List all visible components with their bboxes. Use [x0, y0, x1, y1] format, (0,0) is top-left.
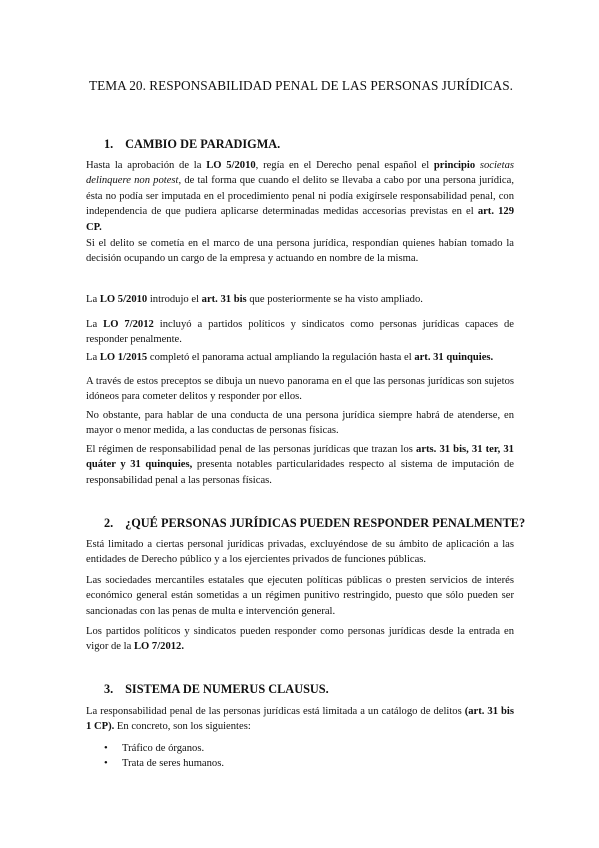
document-title: TEMA 20. RESPONSABILIDAD PENAL DE LAS PERSONAS JURÍDICAS.: [89, 78, 513, 93]
section-title: SISTEMA DE NUMERUS CLAUSUS.: [125, 682, 329, 696]
text-run: El régimen de responsabilidad penal de las personas jurídicas que trazan los: [86, 444, 417, 455]
list-item: • Tráfico de órganos.: [104, 741, 224, 756]
text-run: Hasta la aprobación de la: [86, 160, 207, 171]
paragraph: [86, 624, 514, 655]
section-number: 3.: [104, 682, 114, 696]
law-reference: LO 1/2015: [99, 352, 148, 363]
paragraph: Si el delito se cometía en el marco de una persona jurídica, respondían quienes habían tomado la decisión ocupando un cargo de la empresa y actuando en nombre de la misma.: [86, 238, 514, 265]
article-reference: art. 31 bis: [201, 294, 247, 305]
text-run: La: [86, 294, 100, 305]
text-run: La responsabilidad penal de las personas jurídicas está limitada a un catálogo de delitos: [86, 706, 465, 717]
text-run: , de tal forma que cuando el delito se llevaba a cabo por una persona jurídica, ésta no podía ser imputada en el procedimiento penal ni podía exigírsele responsabilidad penal, con independencia de que pudiera aplicarse determinadas medidas accesorias previstas en el: [86, 175, 514, 218]
text-run: , regía en el Derecho penal español el: [255, 160, 434, 171]
paragraph: A través de estos preceptos se dibuja un nuevo panorama en el que las personas jurídicas son sujetos idóneos para cometer delitos y responder por ellos.: [86, 376, 514, 403]
law-reference: LO 7/2012: [103, 319, 154, 330]
latin-phrase: societas delinquere non potest: [86, 160, 514, 187]
article-reference: art. 129 CP.: [86, 206, 514, 233]
text-run: La: [86, 319, 104, 330]
article-reference: (art. 31 bis 1 CP).: [86, 706, 514, 733]
text-run: que posteriormente se ha visto ampliado.: [246, 294, 423, 305]
law-reference: LO 5/2010: [206, 160, 256, 171]
list-item: • Trata de seres humanos.: [104, 756, 224, 771]
section-number: 2.: [104, 516, 114, 530]
paragraph: [86, 317, 514, 348]
paragraph: Está limitado a ciertas personal jurídicas privadas, excluyéndose de su ámbito de aplicación a las entidades de Derecho público y a los ejercientes privados de funciones públicas.: [86, 539, 514, 566]
text-run: Los partidos políticos y sindicatos pueden responder como personas jurídicas desde la entrada en vigor de la: [86, 626, 514, 653]
paragraph: [86, 350, 514, 365]
section-2-heading: [104, 516, 525, 531]
paragraph: [86, 158, 514, 235]
paragraph: [86, 704, 514, 735]
paragraph: No obstante, para hablar de una conducta de una persona jurídica siempre habrá de atenderse, en mayor o menor medida, a las conductas de personas físicas.: [86, 410, 514, 437]
section-number: 1.: [104, 137, 114, 151]
section-3-heading: [104, 682, 329, 697]
text-run: completó el panorama actual ampliando la regulación hasta el: [147, 352, 415, 363]
text-run: incluyó a partidos políticos y sindicatos como personas jurídicas capaces de responder penalmente.: [86, 319, 514, 346]
law-reference: LO 7/2012.: [133, 641, 184, 653]
emphasis-term: principio: [433, 160, 476, 171]
paragraph: Las sociedades mercantiles estatales que ejecuten políticas públicas o presten servicios de interés económico general están sometidas a un régimen punitivo restringido, puesto que sólo pueden ser sancionadas con las penas de multa e intervención general.: [86, 575, 514, 617]
crime-list: [104, 741, 224, 772]
text-run: introdujo el: [147, 294, 202, 305]
article-reference: arts. 31 bis, 31 ter, 31 quáter y 31 quinquies,: [86, 444, 514, 471]
section-title: ¿QUÉ PERSONAS JURÍDICAS PUEDEN RESPONDER PENALMENTE?: [125, 516, 526, 530]
paragraph: [86, 442, 514, 488]
text-run: En concreto, son los siguientes:: [114, 721, 251, 733]
law-reference: LO 5/2010: [99, 294, 148, 305]
section-1-heading: [104, 137, 280, 152]
section-title: CAMBIO DE PARADIGMA.: [125, 137, 281, 151]
article-reference: art. 31 quinquies.: [414, 352, 494, 363]
text-run: La: [86, 352, 100, 363]
paragraph: [86, 292, 514, 307]
text-run: presenta notables particularidades respecto al sistema de imputación de responsabilidad penal a las personas físicas.: [86, 459, 514, 486]
